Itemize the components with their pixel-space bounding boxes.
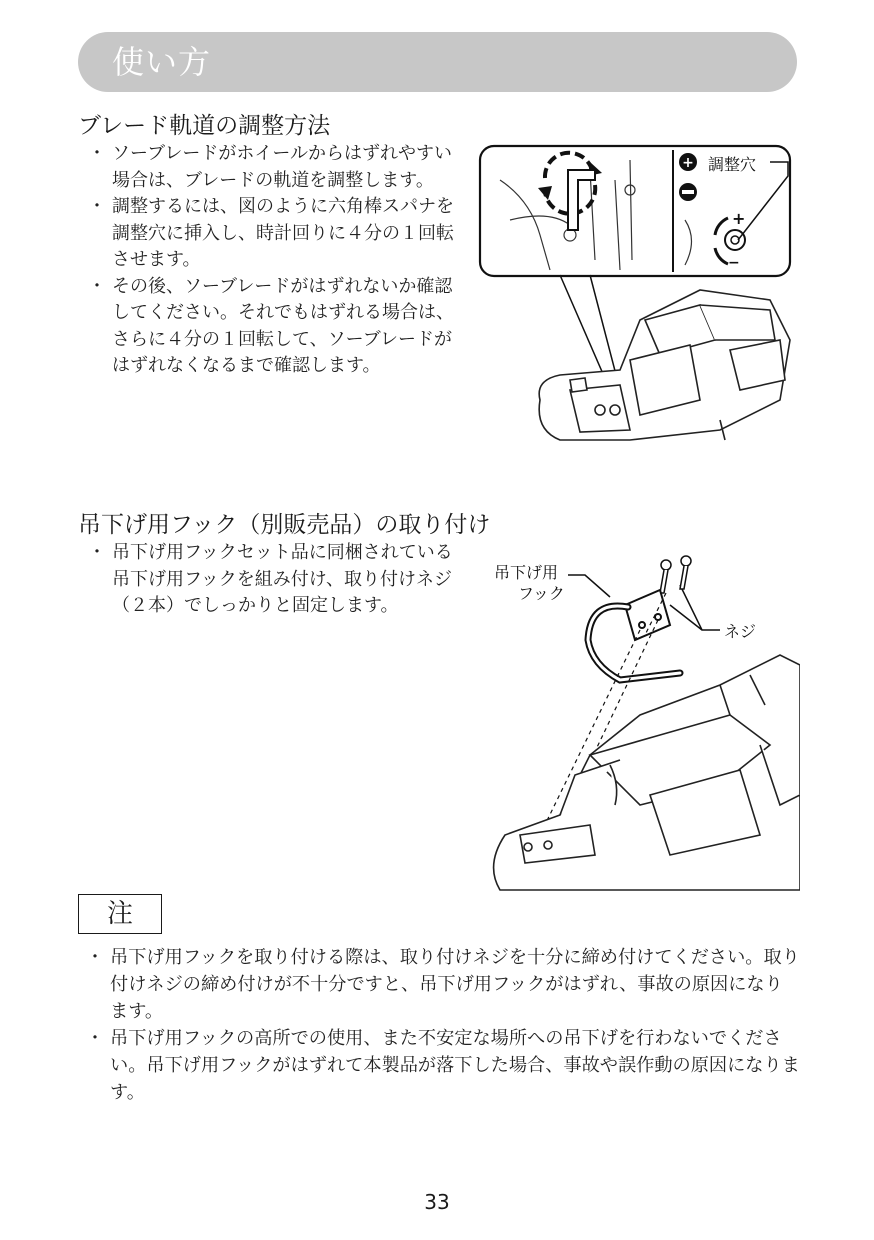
adjust-hole-label: 調整穴	[708, 155, 757, 174]
screw-label: ネジ	[724, 622, 757, 641]
note-list	[78, 944, 800, 1106]
svg-text:+: +	[732, 209, 746, 228]
svg-text:フック: フック	[518, 584, 565, 603]
section-title-blade-tracking: ブレード軌道の調整方法	[78, 113, 331, 139]
page-number: 33	[424, 1190, 450, 1214]
list-item: ・ 吊下げ用フックを取り付ける際は、取り付けネジを十分に締め付けてください。取り付けネジの締め付けが不十分ですと、吊下げ用フックがはずれ、事故の原因になります。	[86, 947, 800, 1022]
hook-part	[588, 590, 680, 680]
page-title: 使い方	[112, 43, 212, 81]
note-label-box	[78, 894, 162, 934]
note-label: 注	[106, 899, 133, 929]
hook-steps	[80, 540, 458, 620]
list-item: ・ 吊下げ用フックの高所での使用、また不安定な場所への吊下げを行わないでください。吊下げ用フックがはずれて本製品が落下した場合、事故や誤作動の原因になります。	[86, 1028, 800, 1103]
minus-circle-icon	[679, 183, 697, 201]
plus-circle-icon	[679, 153, 697, 171]
list-item: ・ 吊下げ用フックセット品に同梱されている吊下げ用フックを組み付け、取り付けネジ（２本）でしっかりと固定します。	[88, 542, 453, 616]
list-item: ・ その後、ソーブレードがはずれないか確認してください。それでもはずれる場合は、さらに４分の１回転して、ソーブレードがはずれなくなるまで確認します。	[88, 275, 454, 376]
list-item: ・ ソーブレードがホイールからはずれやすい場合は、ブレードの軌道を調整します。	[88, 143, 453, 191]
svg-text:−: −	[728, 255, 740, 271]
svg-text:+: +	[682, 155, 694, 171]
list-item: ・ 調整するには、図のように六角棒スパナを調整穴に挿入し、時計回りに４分の１回転させます。	[88, 196, 454, 270]
band-saw-body	[494, 655, 800, 890]
blade-adjust-illustration	[470, 140, 800, 480]
screw-icon	[660, 556, 691, 593]
section-title-hook: 吊下げ用フック（別販売品）の取り付け	[78, 512, 491, 538]
hook-install-illustration	[480, 545, 800, 895]
header-bar	[78, 32, 797, 92]
hook-label: 吊下げ用	[494, 563, 559, 582]
blade-tracking-steps	[80, 141, 458, 380]
